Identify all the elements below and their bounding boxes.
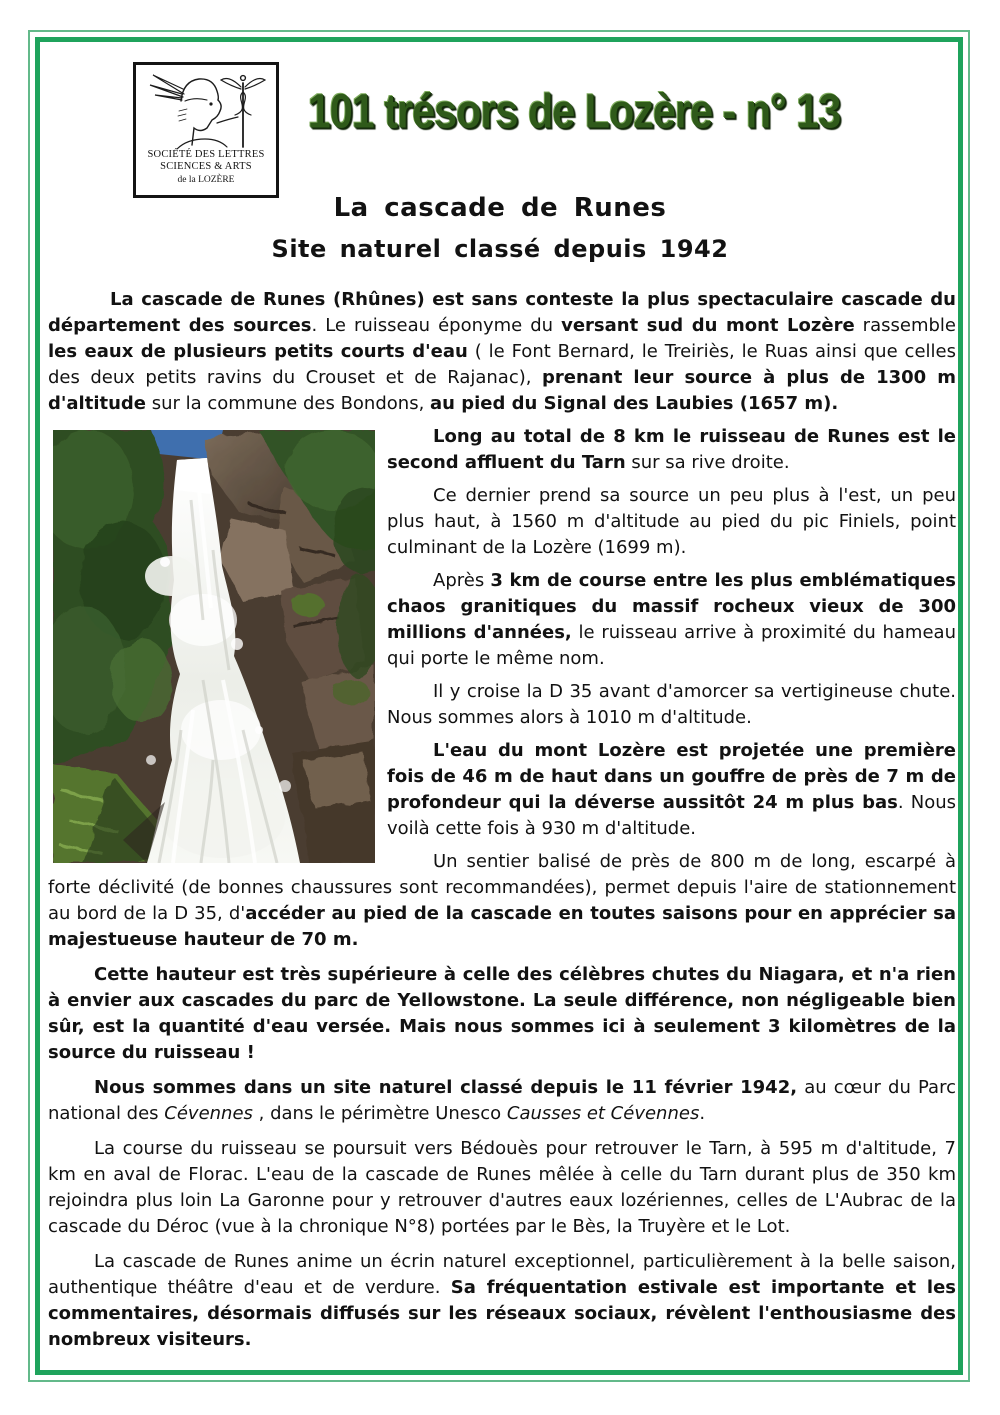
logo-text-line1: SOCIÉTÉ DES LETTRES — [147, 149, 265, 160]
page-title: La cascade de Runes — [333, 193, 667, 223]
paragraph-longueur: Long au total de 8 km le ruisseau de Runes est le second affluent du Tarn sur sa rive droite. — [387, 426, 956, 473]
article-body — [48, 287, 956, 1362]
paragraph-course-ruisseau: La course du ruisseau se poursuit vers Bédouès pour retrouver le Tarn, à 595 m d'altitude, 7 km en aval de Florac. L'eau de la cascade de Runes mêlée à celle du Tarn durant plus de 350 km rejoindra plus loin La Garonne pour y retrouver d'autres eaux lozériennes, celles de L'Aubrac de la cascade du Déroc (vue à la chronique N°8) portées par le Bès, la Truyère et le Lot. — [48, 1138, 956, 1237]
paragraph-site-classe: Nous sommes dans un site naturel classé depuis le 11 février 1942, au cœur du Parc national des Cévennes , dans le périmètre Unesco Causses et Cévennes. — [48, 1077, 956, 1124]
paragraph-chaos-granitiques: Après 3 km de course entre les plus emblématiques chaos granitiques du massif rocheux vieux de 300 millions d'années, le ruisseau arrive à proximité du hameau qui porte le même nom. — [387, 570, 956, 669]
paragraph-d35: Il y croise la D 35 avant d'amorcer sa vertigineuse chute. Nous sommes alors à 1010 m d'altitude. — [387, 681, 956, 728]
society-logo — [133, 62, 279, 198]
logo-text — [148, 149, 265, 186]
series-title: 101 trésors de Lozère - n° 13 — [307, 84, 841, 139]
paragraph-tarn-source: Ce dernier prend sa source un peu plus à l'est, un peu plus haut, à 1560 m d'altitude au pied du pic Finiels, point culminant de la Lozère (1699 m). — [387, 485, 956, 558]
paragraph-niagara: Cette hauteur est très supérieure à celle des célèbres chutes du Niagara, et n'a rien à envier aux cascades du parc de Yellowstone. La seule différence, non négligeable bien sûr, est la quantité d'eau versée. Mais nous sommes ici à seulement 3 kilomètres de la source du ruisseau ! — [48, 964, 956, 1063]
paragraph-ecrin-naturel: La cascade de Runes anime un écrin naturel exceptionnel, particulièrement à la belle saison, authentique théâtre d'eau et de verdure. Sa fréquentation estivale est importante et les commentaires, désormais diffusés sur les réseaux sociaux, révèlent l'enthousiasme des nombreux visiteurs. — [48, 1251, 957, 1350]
logo-text-line2: SCIENCES & ARTS — [160, 161, 252, 172]
page-subtitle: Site naturel classé depuis 1942 — [271, 235, 729, 263]
paragraph-intro: La cascade de Runes (Rhûnes) est sans conteste la plus spectaculaire cascade du département des sources. Le ruisseau éponyme du versant sud du mont Lozère rassemble les eaux de plusieurs petits courts d'eau ( le Font Bernard, le Treiriès, le Ruas ainsi que celles des deux petits ravins du Crouset et de Rajanac), prenant leur source à plus de 1300 m d'altitude sur la commune des Bondons, au pied du Signal des Laubies (1657 m). — [48, 289, 956, 414]
paragraph-gouffre: L'eau du mont Lozère est projetée une première fois de 46 m de haut dans un gouffre de près de 7 m de profondeur qui la déverse aussitôt 24 m plus bas. Nous voilà cette fois à 930 m d'altitude. — [387, 740, 956, 839]
waterfall-photo-art — [53, 430, 375, 863]
waterfall-photo — [53, 430, 375, 863]
hermes-engraving-icon — [137, 67, 275, 151]
article-lower-section — [48, 960, 956, 1353]
paragraph-sentier: Un sentier balisé de près de 800 m de long, escarpé à forte déclivité (de bonnes chaussures sont recommandées), permet depuis l'aire de stationnement au bord de la D 35, d'accéder au pied de la cascade en toutes saisons pour en apprécier sa majestueuse hauteur de 70 m. — [48, 851, 957, 950]
logo-text-line3: de la LOZÈRE — [177, 175, 235, 185]
